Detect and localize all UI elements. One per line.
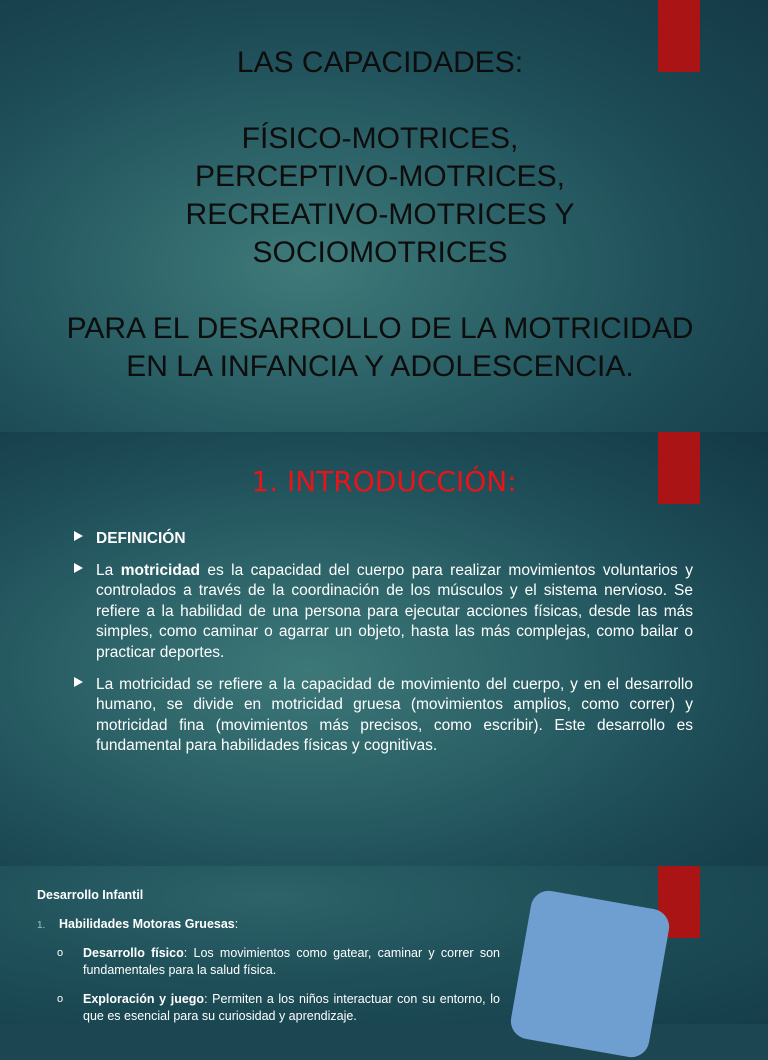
- circle-bullet-icon: o: [57, 947, 64, 959]
- desarrollo-content: [37, 887, 500, 1037]
- definition-label: DEFINICIÓN: [96, 530, 186, 547]
- subtitle-line: PARA EL DESARROLLO DE LA MOTRICIDAD: [66, 312, 694, 345]
- definition-list: [74, 529, 693, 768]
- triangle-bullet-icon: [74, 677, 83, 687]
- presentation-title: [30, 44, 730, 386]
- circle-bullet-icon: o: [57, 993, 64, 1005]
- title-line: RECREATIVO-MOTRICES Y: [185, 198, 575, 231]
- title-line: PERCEPTIVO-MOTRICES,: [194, 160, 566, 193]
- subtitle-line: EN LA INFANCIA Y ADOLESCENCIA.: [126, 350, 634, 383]
- triangle-bullet-icon: [74, 531, 83, 541]
- list-item: La motricidad es la capacidad del cuerpo para realizar movimientos voluntarios y controlados a través de la coordinación de los músculos y el sistema nervioso. Se refiere a la habilidad de una persona para ejecutar acciones físicas, desde las más simples, como caminar o agarrar un objeto, hasta las más complejas, como bailar o practicar deportes.: [74, 561, 693, 664]
- sub-list-item: o Exploración y juego: Permiten a los niños interactuar con su entorno, lo que es esencial para su curiosidad y aprendizaje.: [57, 992, 500, 1023]
- list-item: [74, 529, 693, 550]
- sub-list-item: o Desarrollo físico: Los movimientos como gatear, caminar y correr son fundamentales para la salud física.: [57, 946, 500, 977]
- title-line: SOCIOMOTRICES: [252, 236, 508, 269]
- slide-heading: Desarrollo Infantil: [37, 888, 144, 902]
- section-heading: 1. INTRODUCCIÓN:: [251, 465, 517, 498]
- title-line: FÍSICO-MOTRICES,: [241, 122, 519, 155]
- triangle-bullet-icon: [74, 563, 83, 573]
- list-item: La motricidad se refiere a la capacidad de movimiento del cuerpo, y en el desarrollo humano, se divide en motricidad gruesa (movimientos amplios, como correr) y motricidad fina (movimientos más precisos, como escribir). Este desarrollo es fundamental para habilidades físicas y cognitivas.: [74, 675, 693, 757]
- rounded-blue-shape: [508, 888, 672, 1060]
- keyword-motricidad: motricidad: [120, 561, 200, 579]
- item-number: 1.: [37, 920, 46, 931]
- title-line: LAS CAPACIDADES:: [236, 46, 524, 79]
- numbered-item: 1. Habilidades Motoras Gruesas:: [37, 916, 500, 933]
